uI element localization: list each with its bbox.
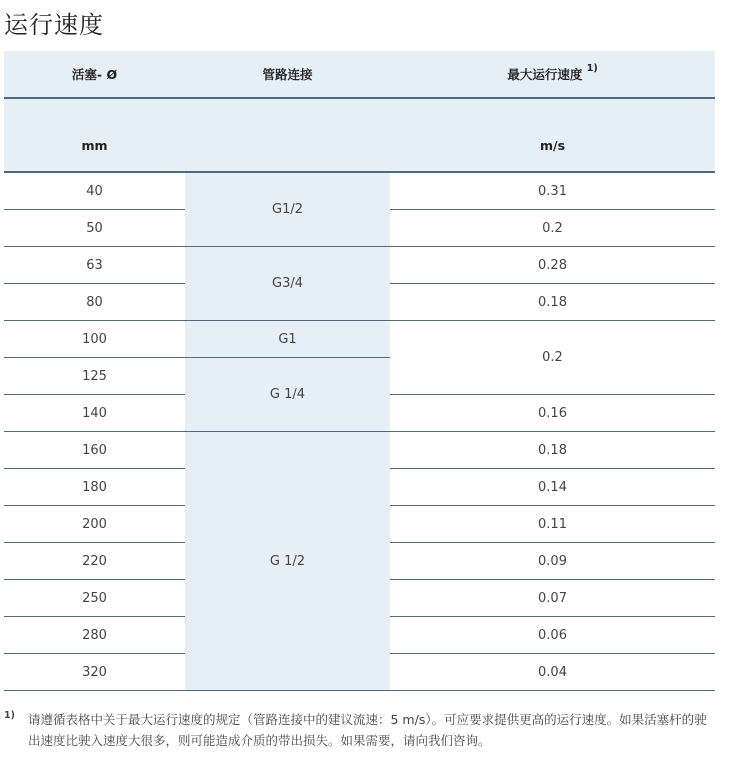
pipe-cell: G 1/4 <box>185 358 390 432</box>
table-row <box>4 172 715 210</box>
piston-cell: 200 <box>4 506 185 543</box>
unit-pipe <box>185 98 390 172</box>
header-piston: 活塞- Ø <box>4 51 185 98</box>
piston-cell: 80 <box>4 284 185 321</box>
speed-cell: 0.28 <box>390 247 715 284</box>
piston-cell: 125 <box>4 358 185 395</box>
speed-cell: 0.14 <box>390 469 715 506</box>
piston-cell: 250 <box>4 580 185 617</box>
header-speed-footnote-mark: 1) <box>586 62 598 74</box>
header-speed-label: 最大运行速度 <box>507 67 583 82</box>
footnote-text: 请遵循表格中关于最大运行速度的规定（管路连接中的建议流速：5 m/s）。可应要求提供更高的运行速度。如果活塞杆的驶出速度比驶入速度大很多，则可能造成介质的带出损失。如果需要，请向我们咨询。 <box>28 712 707 748</box>
piston-cell: 50 <box>4 210 185 247</box>
unit-row <box>4 98 715 172</box>
speed-cell: 0.06 <box>390 617 715 654</box>
pipe-cell: G 1/2 <box>185 432 390 691</box>
speed-cell: 0.31 <box>390 172 715 210</box>
unit-speed: m/s <box>390 98 715 172</box>
pipe-cell: G1 <box>185 321 390 358</box>
footnote <box>4 709 709 751</box>
speed-cell: 0.04 <box>390 654 715 691</box>
piston-cell: 220 <box>4 543 185 580</box>
speed-cell: 0.09 <box>390 543 715 580</box>
speed-cell: 0.11 <box>390 506 715 543</box>
speed-cell: 0.2 <box>390 210 715 247</box>
table-row <box>4 247 715 284</box>
header-speed <box>390 51 715 98</box>
speed-cell: 0.07 <box>390 580 715 617</box>
piston-cell: 180 <box>4 469 185 506</box>
speed-cell: 0.18 <box>390 284 715 321</box>
table-row <box>4 321 715 358</box>
speed-cell: 0.2 <box>390 321 715 395</box>
piston-cell: 100 <box>4 321 185 358</box>
speed-cell: 0.18 <box>390 432 715 469</box>
piston-cell: 40 <box>4 172 185 210</box>
piston-cell: 320 <box>4 654 185 691</box>
piston-cell: 160 <box>4 432 185 469</box>
pipe-cell: G3/4 <box>185 247 390 321</box>
footnote-mark: 1) <box>4 710 15 721</box>
pipe-cell: G1/2 <box>185 172 390 247</box>
piston-cell: 140 <box>4 395 185 432</box>
unit-piston: mm <box>4 98 185 172</box>
speed-table <box>4 51 715 691</box>
piston-cell: 63 <box>4 247 185 284</box>
piston-cell: 280 <box>4 617 185 654</box>
table-row <box>4 432 715 469</box>
header-pipe: 管路连接 <box>185 51 390 98</box>
header-row <box>4 51 715 98</box>
speed-cell: 0.16 <box>390 395 715 432</box>
page-title: 运行速度 <box>4 11 104 39</box>
